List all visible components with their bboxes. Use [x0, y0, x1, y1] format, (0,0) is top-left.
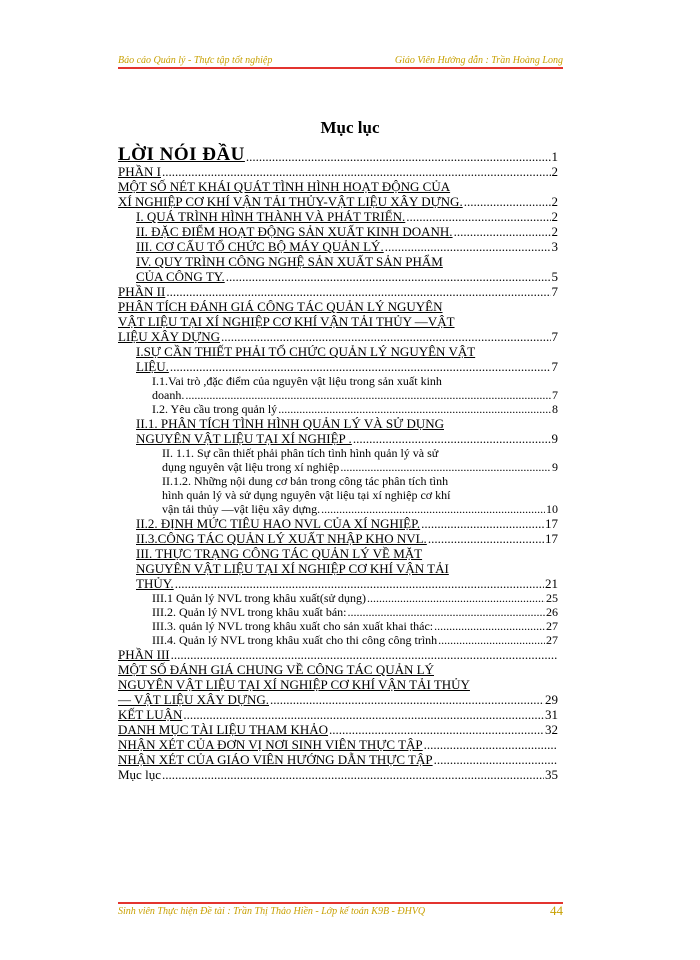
toc-leader-dots	[406, 209, 550, 224]
toc-leader-dots	[270, 692, 544, 707]
toc-leader-dots	[454, 224, 551, 239]
toc-leader-dots	[185, 388, 551, 402]
toc-leader-dots	[428, 531, 544, 546]
toc-entry-text: I. QUÁ TRÌNH HÌNH THÀNH VÀ PHÁT TRIỂN.	[136, 209, 406, 224]
toc-entry-text: PHẦN II	[118, 284, 166, 299]
toc-entry[interactable]	[118, 284, 558, 299]
toc-entry-text: — VẬT LIỆU XÂY DỰNG.	[118, 692, 270, 707]
toc-entry[interactable]	[162, 446, 558, 474]
toc-entry-text: NGUYÊN VẬT LIỆU TẠI XÍ NGHIỆP .	[136, 431, 352, 446]
toc-leader-dots	[175, 576, 544, 591]
toc-entry-text: III.4. Quản lý NVL trong khâu xuất cho thi công công trình	[152, 633, 438, 647]
toc-page-number: 2	[551, 224, 558, 239]
toc-entry-text: LỜI NÓI ĐẦU	[118, 144, 245, 165]
toc-entry-text: doanh.	[152, 388, 185, 402]
toc-page-number: 1	[551, 149, 558, 164]
toc-entry[interactable]	[152, 402, 558, 416]
toc-entry-text: II.1.2. Những nội dung cơ bản trong công tác phân tích tình	[162, 474, 449, 488]
toc-entry[interactable]	[152, 633, 558, 647]
toc-entry[interactable]	[118, 662, 558, 707]
toc-page-number: 2	[551, 209, 558, 224]
toc-entry-text: vận tải thủy —vật liệu xây dựng.	[162, 502, 321, 516]
toc-leader-dots	[421, 516, 544, 531]
toc-leader-dots	[221, 329, 550, 344]
toc-leader-dots	[329, 722, 544, 737]
toc-entry-text: IV. QUY TRÌNH CÔNG NGHỆ SẢN XUẤT SẢN PHẨM	[136, 254, 443, 269]
toc-page-number: 29	[545, 692, 558, 707]
toc-leader-dots	[170, 359, 551, 374]
toc-leader-dots	[340, 460, 551, 474]
toc-entry-text: MỘT SỐ ĐÁNH GIÁ CHUNG VỀ CÔNG TÁC QUẢN LÝ	[118, 662, 434, 677]
toc-page-number: 35	[545, 767, 558, 782]
toc-leader-dots	[226, 269, 551, 284]
toc-entry-text: II. 1.1. Sự cần thiết phải phân tích tình hình quản lý và sử	[162, 446, 439, 460]
toc-entry-text: II.1. PHÂN TÍCH TÌNH HÌNH QUẢN LÝ VÀ SỬ DỤNG	[136, 416, 444, 431]
toc-entry-text: KẾT LUẬN	[118, 707, 183, 722]
toc-entry[interactable]	[136, 224, 558, 239]
toc-entry-text: III. THỰC TRẠNG CÔNG TÁC QUẢN LÝ VỀ MẶT	[136, 546, 423, 561]
toc-leader-dots	[434, 752, 557, 767]
toc-entry[interactable]	[136, 209, 558, 224]
toc-entry[interactable]	[118, 722, 558, 737]
toc-entry[interactable]	[118, 647, 558, 662]
toc-page-number: 32	[545, 722, 558, 737]
toc-page-number: 17	[545, 531, 558, 546]
toc-entry[interactable]	[136, 254, 558, 284]
toc-page-number: 21	[545, 576, 558, 591]
toc-entry-text: NHẬN XÉT CỦA GIÁO VIÊN HƯỚNG DẪN THỰC TẬP	[118, 752, 433, 767]
toc-page-number: 17	[545, 516, 558, 531]
toc-entry-text: I.SỰ CẦN THIẾT PHẢI TỔ CHỨC QUẢN LÝ NGUYÊN VẬT	[136, 344, 476, 359]
toc-entry-text: Mục lục	[118, 767, 161, 782]
toc-entry-text: CỦA CÔNG TY.	[136, 269, 225, 284]
toc-entry-text: NGUYÊN VẬT LIỆU TẠI XÍ NGHIỆP CƠ KHÍ VẬN TẢI THỦY	[118, 677, 470, 692]
header-right-text: Giáo Viên Hướng dẫn : Trần Hoàng Long	[394, 55, 563, 66]
toc-entry-text: PHẦN I	[118, 164, 161, 179]
toc-entry[interactable]	[152, 374, 558, 402]
toc-entry[interactable]	[136, 531, 558, 546]
toc-page-number: 7	[551, 284, 558, 299]
toc-leader-dots	[171, 647, 557, 662]
toc-entry-text: PHÂN TÍCH ĐÁNH GIÁ CÔNG TÁC QUẢN LÝ NGUYÊN	[118, 299, 443, 314]
toc-leader-dots	[183, 707, 544, 722]
toc-entry[interactable]	[118, 767, 558, 782]
toc-entry[interactable]	[136, 239, 558, 254]
toc-entry[interactable]	[152, 591, 558, 605]
toc-entry-text: III.2. Quản lý NVL trong khâu xuất bán:	[152, 605, 347, 619]
toc-entry-text: III.1 Quản lý NVL trong khâu xuất(sử dụng)	[152, 591, 367, 605]
toc-leader-dots	[162, 767, 544, 782]
toc-page-number: 27	[546, 619, 558, 633]
footer-left-text: Sinh viên Thực hiện Đề tài : Trần Thị Thảo Hiền - Lớp kế toán K9B - ĐHVQ	[118, 906, 426, 917]
toc-entry-text: LIỆU XÂY DỰNG	[118, 329, 221, 344]
toc-page-number: 7	[552, 388, 558, 402]
toc-entry[interactable]	[136, 516, 558, 531]
toc-leader-dots	[162, 164, 551, 179]
toc-page-number: 31	[545, 707, 558, 722]
toc-page-number: 25	[546, 591, 558, 605]
toc-entry-text: PHẦN III	[118, 647, 170, 662]
toc-entry-text: MỘT SỐ NÉT KHÁI QUÁT TÌNH HÌNH HOẠT ĐỘNG CỦA	[118, 179, 451, 194]
toc-page-number: 8	[552, 402, 558, 416]
toc-entry-text: VẬT LIỆU TẠI XÍ NGHIỆP CƠ KHÍ VẬN TẢI THỦY —VẬT	[118, 314, 455, 329]
toc-entry[interactable]	[118, 737, 558, 752]
toc-leader-dots	[367, 591, 545, 605]
page-header	[118, 50, 563, 69]
toc-entry-text: I.2. Yêu cầu trong quản lý	[152, 402, 278, 416]
toc-entry-text: II. ĐẶC ĐIỂM HOẠT ĐỘNG SẢN XUẤT KINH DOANH.	[136, 224, 453, 239]
page-title: Mục lục	[320, 118, 380, 137]
toc-page-number: 10	[546, 502, 558, 516]
toc-page-number: 7	[551, 329, 558, 344]
toc-entry[interactable]	[162, 474, 558, 516]
toc-entry-text: NHẬN XÉT CỦA ĐƠN VỊ NƠI SINH VIÊN THỰC TẬP	[118, 737, 423, 752]
toc-leader-dots	[348, 605, 545, 619]
toc-page-number: 27	[546, 633, 558, 647]
toc-leader-dots	[424, 737, 557, 752]
toc-entry-text: III.3. quản lý NVL trong khâu xuất cho sản xuất khai thác:	[152, 619, 434, 633]
toc-entry-text: dụng nguyên vật liệu trong xí nghiệp	[162, 460, 340, 474]
toc-entry[interactable]	[152, 619, 558, 633]
toc-page-number: 7	[551, 359, 558, 374]
toc-entry[interactable]	[118, 145, 558, 164]
toc-entry-text: DANH MỤC TÀI LIỆU THAM KHẢO	[118, 722, 329, 737]
toc-entry[interactable]	[152, 605, 558, 619]
toc-entry[interactable]	[136, 344, 558, 374]
toc-page-number: 9	[551, 431, 558, 446]
toc-page-number: 26	[546, 605, 558, 619]
toc-leader-dots	[321, 502, 545, 516]
toc-entry-text: THỦY.	[136, 576, 174, 591]
toc-entry[interactable]	[118, 299, 558, 344]
toc-entry-text: hình quản lý và sử dụng nguyên vật liệu tại xí nghiệp cơ khí	[162, 488, 451, 502]
toc-leader-dots	[353, 431, 551, 446]
toc-entry[interactable]	[118, 164, 558, 179]
toc-page-number: 3	[551, 239, 558, 254]
toc-entry-text: NGUYÊN VẬT LIỆU TẠI XÍ NGHIỆP CƠ KHÍ VẬN TẢI	[136, 561, 449, 576]
toc-leader-dots	[464, 194, 551, 209]
header-left-text: Báo cáo Quản lý - Thực tập tốt nghiệp	[118, 55, 273, 66]
table-of-contents	[118, 145, 558, 782]
toc-entry[interactable]	[136, 546, 558, 591]
toc-entry[interactable]	[118, 179, 558, 209]
toc-leader-dots	[166, 284, 550, 299]
toc-entry-text: LIỆU.	[136, 359, 169, 374]
toc-page-number: 5	[551, 269, 558, 284]
toc-entry-text: XÍ NGHIỆP CƠ KHÍ VẬN TẢI THỦY-VẬT LIỆU XÂY DỰNG.	[118, 194, 463, 209]
toc-entry-text: II.2. ĐỊNH MỨC TIÊU HAO NVL CỦA XÍ NGHIỆP.	[136, 516, 421, 531]
page-footer	[118, 902, 563, 922]
toc-leader-dots	[385, 239, 551, 254]
toc-leader-dots	[434, 619, 545, 633]
toc-leader-dots	[438, 633, 545, 647]
toc-leader-dots	[278, 402, 551, 416]
toc-entry-text: II.3.CÔNG TÁC QUẢN LÝ XUẤT NHẬP KHO NVL.	[136, 531, 427, 546]
toc-page-number: 2	[551, 164, 558, 179]
toc-page-number: 2	[551, 194, 558, 209]
toc-page-number: 9	[552, 460, 558, 474]
toc-entry-text: III. CƠ CẤU TỔ CHỨC BỘ MÁY QUẢN LÝ.	[136, 239, 384, 254]
toc-entry[interactable]	[118, 752, 558, 767]
toc-entry[interactable]	[136, 416, 558, 446]
toc-entry-text: I.1.Vai trò ,đặc điểm của nguyên vật liệu trong sản xuất kinh	[152, 374, 442, 388]
toc-leader-dots	[246, 149, 551, 164]
footer-page-number: 44	[550, 903, 563, 918]
toc-entry[interactable]	[118, 707, 558, 722]
